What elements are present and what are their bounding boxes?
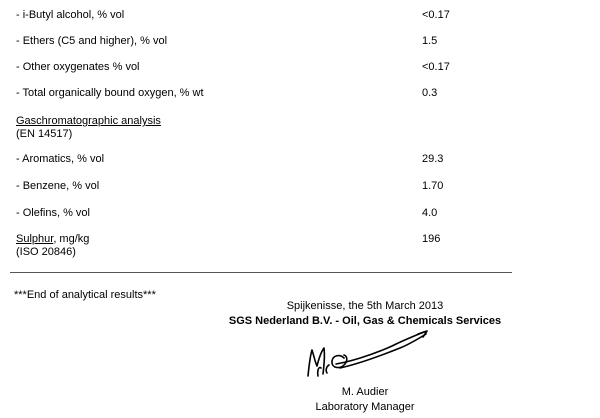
result-row — [0, 35, 600, 61]
result-value: 4.0 — [422, 207, 438, 219]
result-value: 1.70 — [422, 180, 444, 192]
result-row — [0, 9, 600, 35]
gc-section-header — [0, 115, 600, 145]
result-label: - Total organically bound oxygen, % wt — [16, 87, 204, 99]
signer-name: M. Audier — [341, 386, 389, 398]
sulphur-label-block — [16, 233, 89, 259]
result-row — [0, 61, 600, 87]
sulphur-label-underlined: Sulphur — [16, 233, 54, 245]
result-value: 29.3 — [422, 153, 444, 165]
end-of-results-text: ***End of analytical results*** — [14, 289, 156, 301]
sulphur-label-unit: , mg/kg — [53, 233, 90, 245]
sulphur-method: (ISO 20846) — [16, 246, 76, 258]
result-label: - Other oxygenates % vol — [16, 61, 140, 73]
result-row — [0, 153, 600, 179]
result-label: - Aromatics, % vol — [16, 153, 105, 165]
sulphur-label — [16, 233, 89, 246]
section-divider — [10, 272, 512, 273]
result-row — [0, 207, 600, 233]
company-name: SGS Nederland B.V. - Oil, Gas & Chemicals Services — [228, 315, 502, 327]
result-label: - Benzene, % vol — [16, 180, 100, 192]
result-label: - i-Butyl alcohol, % vol — [16, 9, 125, 21]
result-value: 0.3 — [422, 87, 438, 99]
gc-section-heading: Gaschromatographic analysis — [16, 115, 161, 127]
signature-image — [300, 326, 430, 384]
result-row — [0, 180, 600, 206]
sulphur-value: 196 — [422, 233, 441, 245]
result-label: - Olefins, % vol — [16, 207, 90, 219]
gc-section-heading-block — [16, 115, 161, 141]
signer-role: Laboratory Manager — [315, 401, 415, 413]
result-value: 1.5 — [422, 35, 438, 47]
result-value: <0.17 — [422, 61, 450, 73]
result-label: - Ethers (C5 and higher), % vol — [16, 35, 168, 47]
gc-section-method: (EN 14517) — [16, 128, 73, 140]
result-value: <0.17 — [422, 9, 450, 21]
result-row — [0, 87, 600, 113]
sulphur-row — [0, 233, 600, 263]
place-date: Spijkenisse, the 5th March 2013 — [286, 300, 444, 312]
